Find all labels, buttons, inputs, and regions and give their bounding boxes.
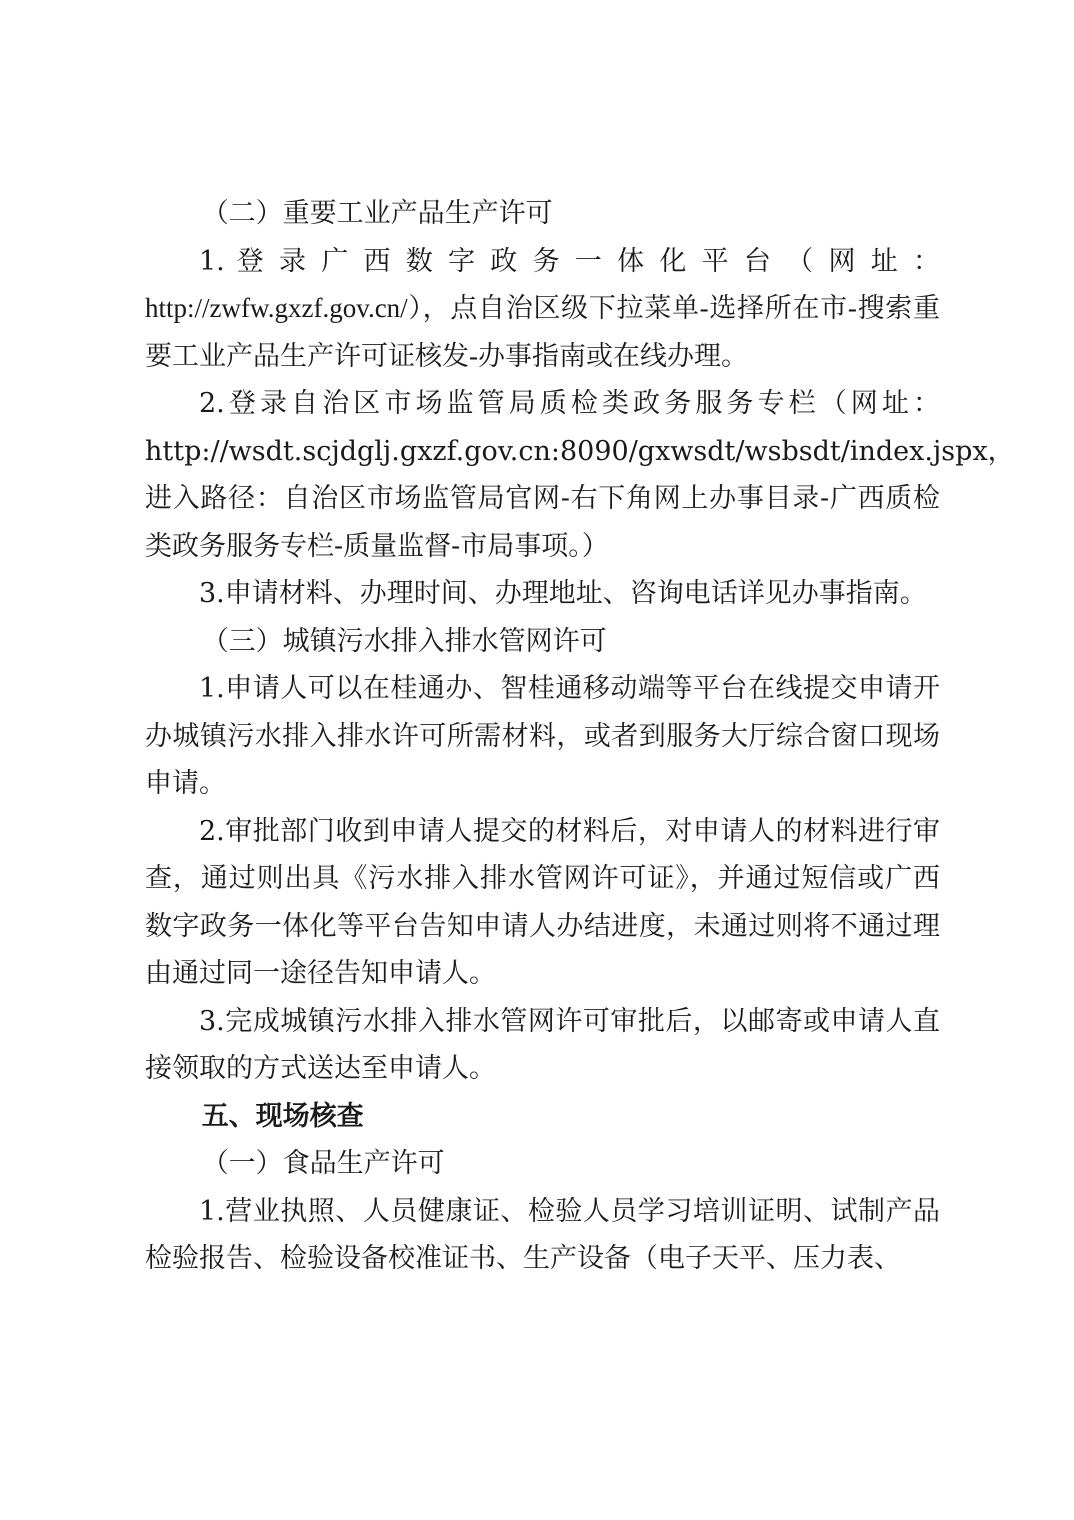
paragraph-3-1: 1.申请人可以在桂通办、智桂通移动端等平台在线提交申请开办城镇污水排入排水许可所需材料，或者到服务大厅综合窗口现场申请。: [145, 673, 940, 799]
paragraph-2-1: http://zwfw.gxzf.gov.cn/），点自治区级下拉菜单-选择所在市-搜索重要工业产品生产许可证核发-办事指南或在线办理。: [145, 293, 940, 371]
paragraph-2-1-line1: 1. 登 录 广 西 数 字 政 务 一 体 化 平 台 （ 网 址 ：: [199, 245, 940, 277]
section-heading-5-1: （一）食品生产许可: [201, 1148, 445, 1179]
paragraph-3-3: 3.完成城镇污水排入排水管网许可审批后，以邮寄或申请人直接领取的方式送达至申请人。: [145, 1005, 940, 1084]
section-heading-3: （三）城镇污水排入排水管网许可: [201, 625, 607, 657]
paragraph-3-2: 2.审批部门收到申请人提交的材料后，对申请人的材料进行审查，通过则出具《污水排入排水管网许可证》，并通过短信或广西数字政务一体化等平台告知申请人办结进度，未通过则将不通过理由通过同一途径告知申请人。: [145, 815, 940, 989]
paragraph-5-1: 1.营业执照、人员健康证、检验人员学习培训证明、试制产品检验报告、检验设备校准证书、生产设备（电子天平、压力表、: [145, 1195, 940, 1274]
chapter-heading-5: 五、现场核查: [201, 1100, 364, 1132]
section-heading-2: （二）重要工业产品生产许可: [201, 198, 553, 229]
paragraph-2-3: 3.申请材料、办理时间、办理地址、咨询电话详见办事指南。: [199, 578, 927, 609]
paragraph-2-2: 2.登录自治区市场监管局质检类政务服务专栏（网址：http://wsdt.scjdglj.gxzf.gov.cn:8090/gxwsdt/wsbsdt/index.jspx，进入路径：自治区市场监管局官网-右下角网上办事目录-广西质检类政务服务专栏-质量监督-市局事项。）: [145, 388, 1015, 562]
document-body: [145, 190, 1015, 1283]
